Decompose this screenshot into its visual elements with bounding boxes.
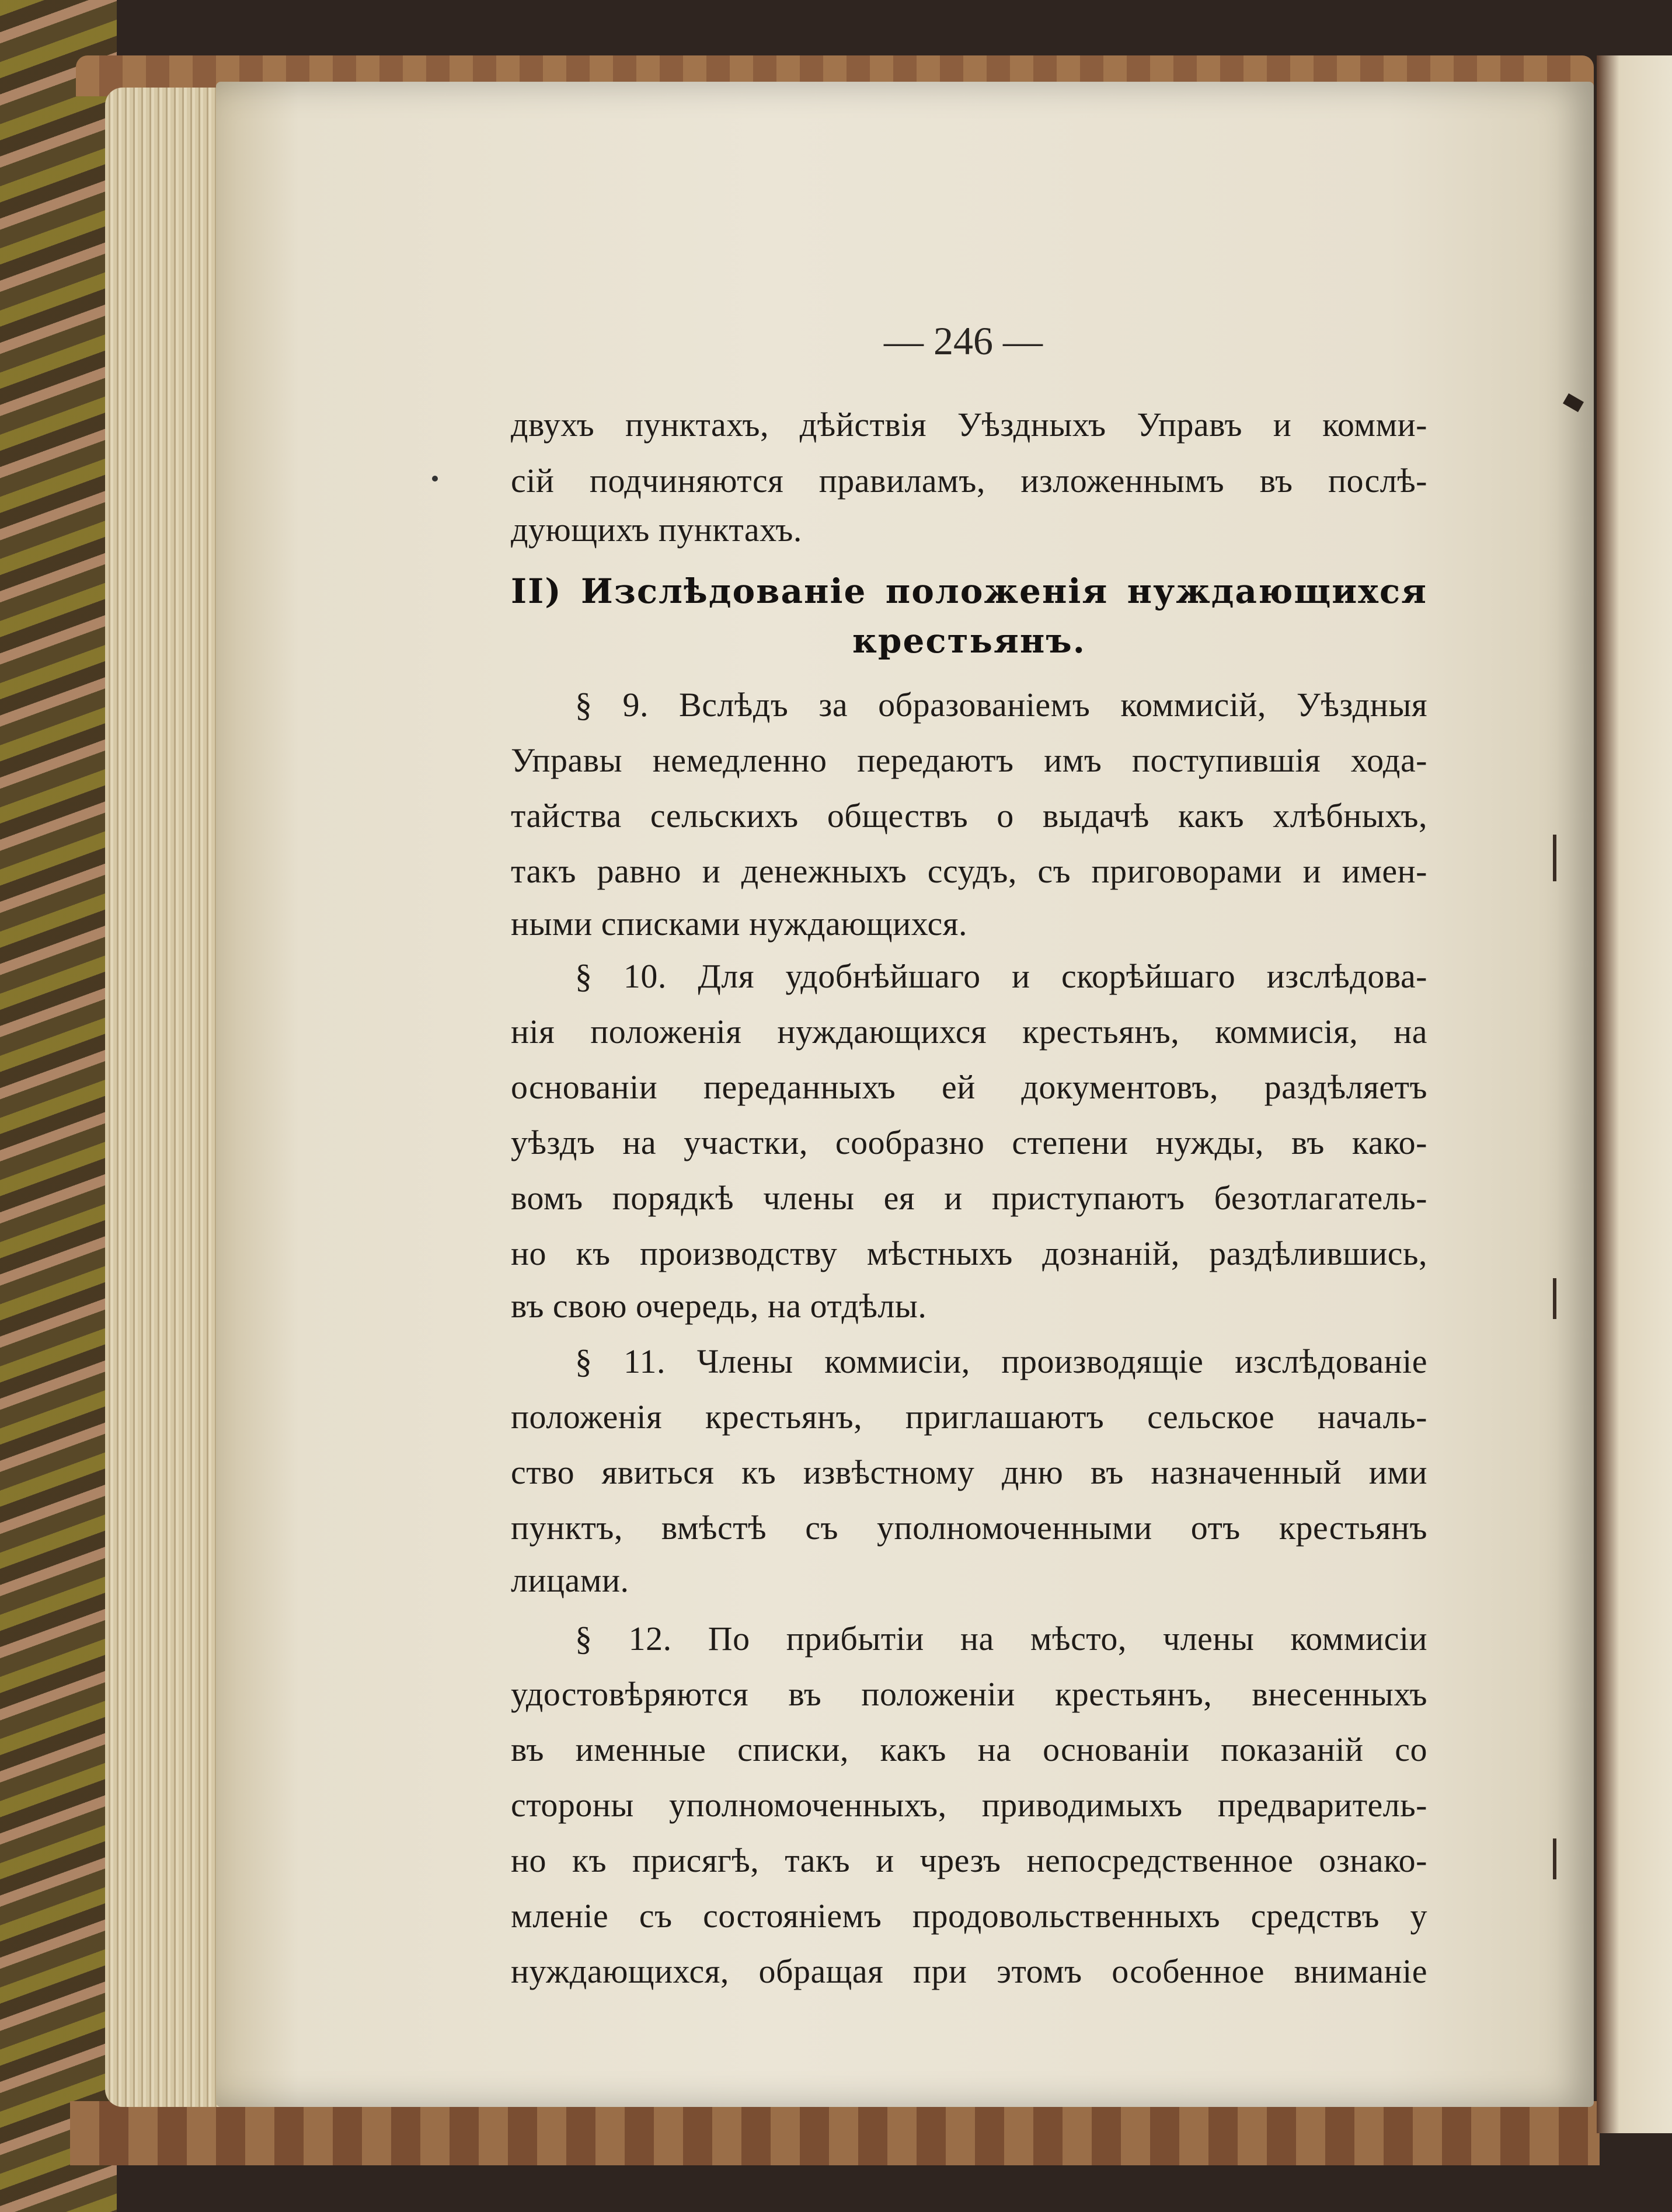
text-line: двухъ пунктахъ, дѣйствія Уѣздныхъ Управъ и комми- [511,406,1427,444]
paragraph-10-line: нія положенія нуждающихся крестьянъ, коммисія, на [511,1013,1427,1051]
paragraph-10-line: вомъ порядкѣ члены ея и приступаютъ безотлагатель- [511,1179,1427,1217]
paragraph-12-line: § 12. По прибытіи на мѣсто, члены коммисіи [575,1620,1427,1658]
page-edge-mark [1553,835,1556,881]
paragraph-10-line: но къ производству мѣстныхъ дознаній, раздѣлившись, [511,1234,1427,1272]
paragraph-9-line: такъ равно и денежныхъ ссудъ, съ приговорами и имен- [511,852,1427,890]
paragraph-12-line: въ именные списки, какъ на основаніи показаній со [511,1730,1427,1768]
paragraph-11-line: лицами. [511,1561,629,1599]
paragraph-12-line: нуждающихся, обращая при этомъ особенное вниманіе [511,1952,1427,1990]
page-edge-mark [1553,1278,1556,1319]
paragraph-9-line: Управы немедленно передаютъ имъ поступившія хода- [511,741,1427,779]
paragraph-9-line: тайства сельскихъ обществъ о выдачѣ какъ хлѣбныхъ, [511,797,1427,835]
book-bottom-binding [70,2101,1600,2165]
text-line: дующихъ пунктахъ. [511,511,802,549]
text-line: сій подчиняются правиламъ, изложеннымъ въ послѣ- [511,462,1427,500]
page-number: — 246 — [884,319,1043,363]
paragraph-11-line: § 11. Члены коммисіи, производящіе изслѣдованіе [575,1342,1427,1380]
paragraph-11-line: положенія крестьянъ, приглашаютъ сельское началь- [511,1398,1427,1436]
paragraph-10-line: § 10. Для удобнѣйшаго и скорѣйшаго изслѣдова- [575,957,1427,995]
section-heading: II) Изслѣдованіе положенія нуждающихся [511,571,1427,611]
page-stack-edges [105,88,234,2107]
facing-page-edge [1597,55,1672,2133]
paragraph-10-line: уѣздъ на участки, сообразно степени нужды, въ како- [511,1124,1427,1161]
paragraph-11-line: ство явиться къ извѣстному дню въ назначенный ими [511,1453,1427,1491]
paragraph-11-line: пунктъ, вмѣстѣ съ уполномоченными отъ крестьянъ [511,1509,1427,1547]
paragraph-12-line: но къ присягѣ, такъ и чрезъ непосредственное ознако- [511,1841,1427,1879]
paragraph-9-line: § 9. Вслѣдъ за образованіемъ коммисій, Уѣздныя [575,686,1427,724]
paragraph-12-line: стороны уполномоченныхъ, приводимыхъ предваритель- [511,1786,1427,1824]
section-heading-continued: крестьянъ. [852,621,1086,661]
book-cover-marbled-edge [0,0,117,2212]
page-edge-mark [1553,1838,1556,1879]
paragraph-9-line: ными списками нуждающихся. [511,905,967,943]
paragraph-12-line: мленіе съ состояніемъ продовольственныхъ средствъ у [511,1897,1427,1935]
paragraph-10-line: основаніи переданныхъ ей документовъ, раздѣляетъ [511,1068,1427,1106]
paragraph-10-line: въ свою очередь, на отдѣлы. [511,1287,927,1325]
paragraph-12-line: удостовѣряются въ положеніи крестьянъ, внесенныхъ [511,1675,1427,1713]
ink-speck [432,476,438,482]
